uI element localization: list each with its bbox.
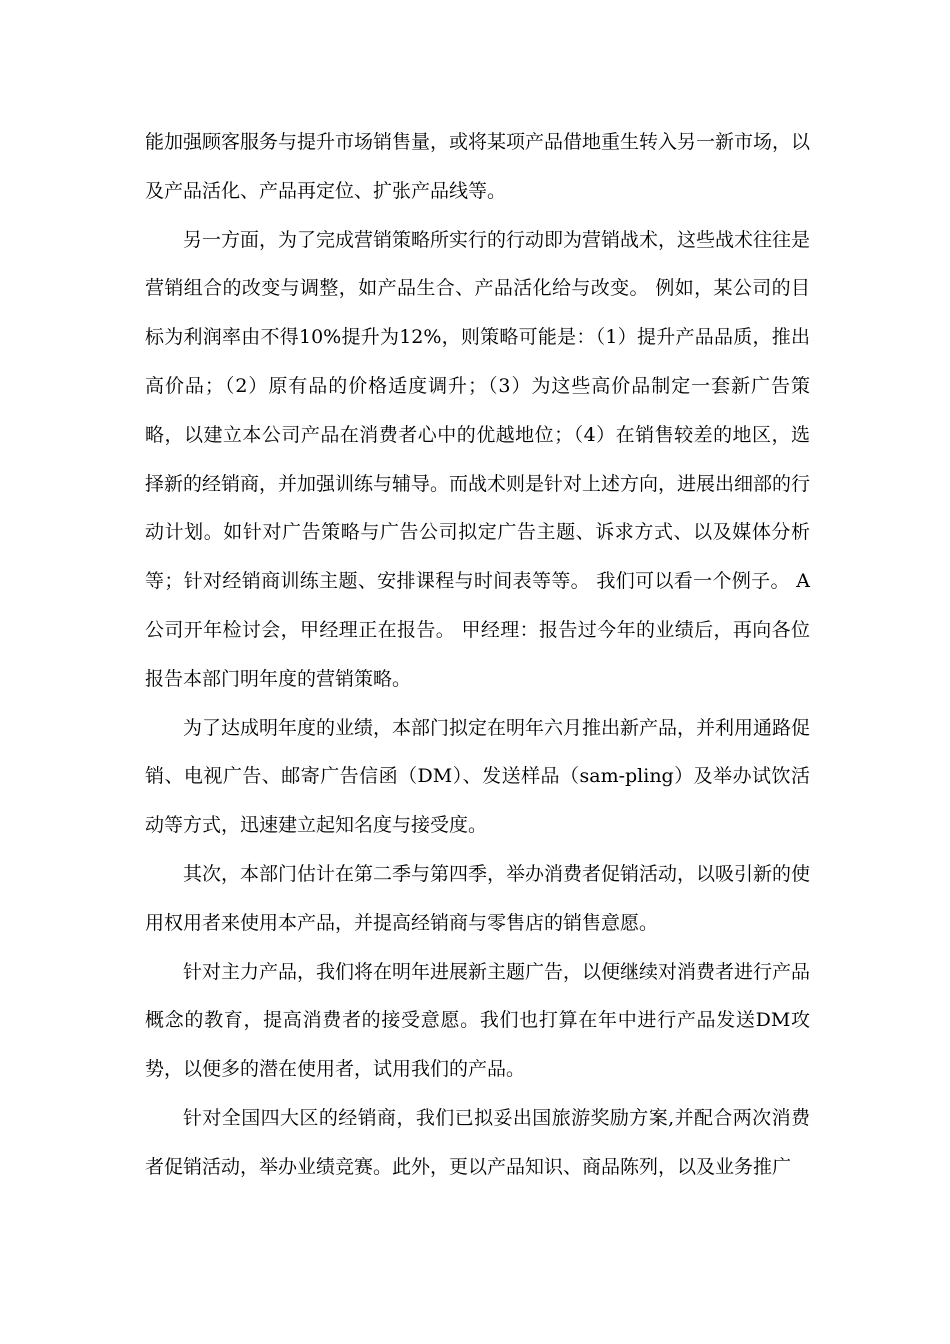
paragraph: 其次，本部门估计在第二季与第四季，举办消费者促销活动，以吸引新的使用权用者来使用本产品，并提高经销商与零售店的销售意愿。: [145, 862, 811, 934]
paragraph: 能加强顾客服务与提升市场销售量，或将某项产品借地重生转入另一新市场，以及产品活化、产品再定位、扩张产品线等。: [145, 131, 811, 202]
paragraph: 另一方面，为了完成营销策略所实行的行动即为营销战术，这些战术往往是营销组合的改变与调整，如产品生合、产品活化给与改变。 例如，某公司的目标为利润率由不得10%提升为12%，则策略可能是：（1）提升产品品质，推出高价品；（2）原有品的价格适度调升；（3）为这些高价品制定一套新广告策略，以建立本公司产品在消费者心中的优越地位；（4）在销售较差的地区，选择新的经销商，并加强训练与辅导。而战术则是针对上述方向，进展出细部的行动计划。如针对广告策略与广告公司拟定广告主题、诉求方式、以及媒体分析等；针对经销商训练主题、安排课程与时间表等等。 我们可以看一个例子。 A公司开年检讨会，甲经理正在报告。 甲经理：报告过今年的业绩后，再向各位报告本部门明年度的营销策略。: [145, 228, 811, 690]
paragraph: 针对全国四大区的经销商，我们已拟妥出国旅游奖励方案,并配合两次消费者促销活动，举办业绩竞赛。此外，更以产品知识、商品陈列，以及业务推广: [145, 1106, 810, 1178]
paragraph: 针对主力产品，我们将在明年进展新主题广告，以便继续对消费者进行产品概念的教育，提高消费者的接受意愿。我们也打算在年中进行产品发送DM攻势，以便多的潜在使用者，试用我们的产品。: [145, 960, 811, 1081]
paragraph: 为了达成明年度的业绩，本部门拟定在明年六月推出新产品，并利用通路促销、电视广告、邮寄广告信函（DM）、发送样品（sam-pling）及举办试饮活动等方式，迅速建立起知名度与接受度。: [145, 716, 811, 837]
document-body: [145, 118, 810, 1192]
